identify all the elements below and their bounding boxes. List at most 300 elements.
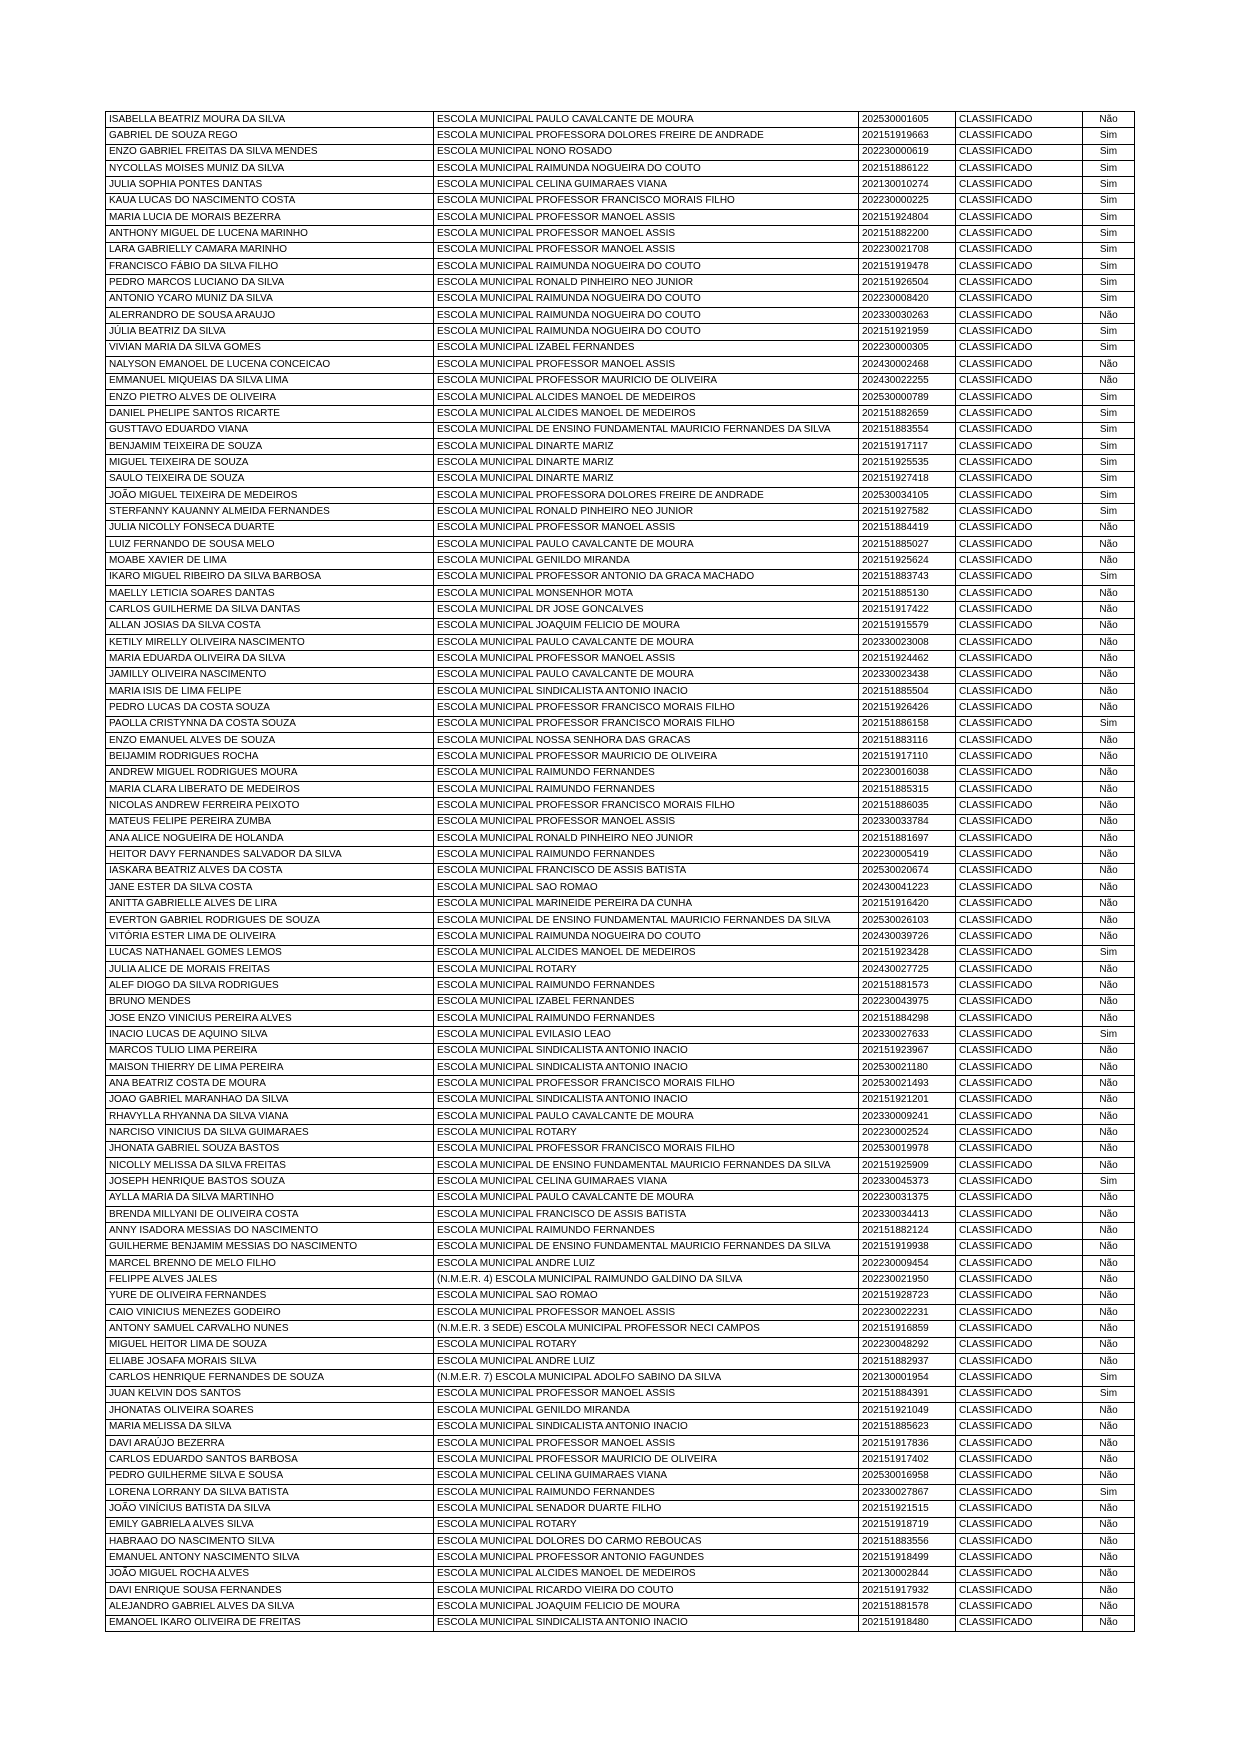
school-name-cell: ESCOLA MUNICIPAL IZABEL FERNANDES [434, 340, 859, 356]
student-name-cell: MATEUS FELIPE PEREIRA ZUMBA [106, 814, 434, 830]
sim-nao-cell: Não [1083, 1435, 1135, 1451]
enrollment-number-cell: 202230031375 [859, 1190, 956, 1206]
enrollment-number-cell: 202151917110 [859, 749, 956, 765]
student-name-cell: HABRAAO DO NASCIMENTO SILVA [106, 1533, 434, 1549]
enrollment-number-cell: 202151925909 [859, 1158, 956, 1174]
sim-nao-cell: Não [1083, 1092, 1135, 1108]
student-name-cell: ENZO PIETRO ALVES DE OLIVEIRA [106, 389, 434, 405]
status-cell: CLASSIFICADO [956, 602, 1083, 618]
enrollment-number-cell: 202151919478 [859, 259, 956, 275]
status-cell: CLASSIFICADO [956, 324, 1083, 340]
sim-nao-cell: Não [1083, 1223, 1135, 1239]
status-cell: CLASSIFICADO [956, 1272, 1083, 1288]
school-name-cell: ESCOLA MUNICIPAL FRANCISCO DE ASSIS BATISTA [434, 863, 859, 879]
student-name-cell: JULIA SOPHIA PONTES DANTAS [106, 177, 434, 193]
school-name-cell: ESCOLA MUNICIPAL MONSENHOR MOTA [434, 585, 859, 601]
enrollment-number-cell: 202151885130 [859, 585, 956, 601]
enrollment-number-cell: 202530021180 [859, 1059, 956, 1075]
school-name-cell: ESCOLA MUNICIPAL PROFESSOR FRANCISCO MORAIS FILHO [434, 798, 859, 814]
student-name-cell: BRUNO MENDES [106, 994, 434, 1010]
enrollment-number-cell: 202330009241 [859, 1108, 956, 1124]
enrollment-number-cell: 202230043975 [859, 994, 956, 1010]
school-name-cell: ESCOLA MUNICIPAL ROTARY [434, 961, 859, 977]
school-name-cell: ESCOLA MUNICIPAL PROFESSOR MANOEL ASSIS [434, 357, 859, 373]
school-name-cell: ESCOLA MUNICIPAL SINDICALISTA ANTONIO INACIO [434, 1419, 859, 1435]
status-cell: CLASSIFICADO [956, 308, 1083, 324]
table-row [106, 929, 1135, 945]
enrollment-number-cell: 202151917422 [859, 602, 956, 618]
status-cell: CLASSIFICADO [956, 1501, 1083, 1517]
sim-nao-cell: Sim [1083, 455, 1135, 471]
sim-nao-cell: Sim [1083, 128, 1135, 144]
school-name-cell: ESCOLA MUNICIPAL PROFESSOR MANOEL ASSIS [434, 520, 859, 536]
school-name-cell: ESCOLA MUNICIPAL ANDRE LUIZ [434, 1256, 859, 1272]
table-row [106, 978, 1135, 994]
enrollment-number-cell: 202130010274 [859, 177, 956, 193]
status-cell: CLASSIFICADO [956, 929, 1083, 945]
enrollment-number-cell: 202151883556 [859, 1533, 956, 1549]
status-cell: CLASSIFICADO [956, 504, 1083, 520]
sim-nao-cell: Sim [1083, 1484, 1135, 1500]
enrollment-number-cell: 202151886122 [859, 161, 956, 177]
table-row [106, 814, 1135, 830]
sim-nao-cell: Não [1083, 1468, 1135, 1484]
table-row [106, 177, 1135, 193]
status-cell: CLASSIFICADO [956, 994, 1083, 1010]
student-name-cell: MARIA LUCIA DE MORAIS BEZERRA [106, 210, 434, 226]
student-name-cell: ANITTA GABRIELLE ALVES DE LIRA [106, 896, 434, 912]
status-cell: CLASSIFICADO [956, 1174, 1083, 1190]
student-name-cell: ANTHONY MIGUEL DE LUCENA MARINHO [106, 226, 434, 242]
enrollment-number-cell: 202230016038 [859, 765, 956, 781]
status-cell: CLASSIFICADO [956, 1027, 1083, 1043]
status-cell: CLASSIFICADO [956, 1517, 1083, 1533]
sim-nao-cell: Não [1083, 357, 1135, 373]
status-cell: CLASSIFICADO [956, 553, 1083, 569]
enrollment-number-cell: 202430027725 [859, 961, 956, 977]
sim-nao-cell: Sim [1083, 161, 1135, 177]
enrollment-number-cell: 202151924804 [859, 210, 956, 226]
school-name-cell: ESCOLA MUNICIPAL SINDICALISTA ANTONIO INACIO [434, 684, 859, 700]
enrollment-number-cell: 202430022255 [859, 373, 956, 389]
sim-nao-cell: Não [1083, 1403, 1135, 1419]
status-cell: CLASSIFICADO [956, 1239, 1083, 1255]
enrollment-number-cell: 202230048292 [859, 1337, 956, 1353]
sim-nao-cell: Não [1083, 1419, 1135, 1435]
status-cell: CLASSIFICADO [956, 422, 1083, 438]
table-row [106, 389, 1135, 405]
enrollment-number-cell: 202530016958 [859, 1468, 956, 1484]
table-row [106, 569, 1135, 585]
status-cell: CLASSIFICADO [956, 716, 1083, 732]
sim-nao-cell: Não [1083, 1158, 1135, 1174]
table-row [106, 684, 1135, 700]
student-name-cell: HEITOR DAVY FERNANDES SALVADOR DA SILVA [106, 847, 434, 863]
sim-nao-cell: Não [1083, 1256, 1135, 1272]
sim-nao-cell: Não [1083, 847, 1135, 863]
sim-nao-cell: Sim [1083, 716, 1135, 732]
student-name-cell: ENZO GABRIEL FREITAS DA SILVA MENDES [106, 144, 434, 160]
enrollment-number-cell: 202330027867 [859, 1484, 956, 1500]
sim-nao-cell: Sim [1083, 1027, 1135, 1043]
student-name-cell: AYLLA MARIA DA SILVA MARTINHO [106, 1190, 434, 1206]
student-name-cell: ALERRANDRO DE SOUSA ARAUJO [106, 308, 434, 324]
enrollment-number-cell: 202230000305 [859, 340, 956, 356]
student-name-cell: LUIZ FERNANDO DE SOUSA MELO [106, 536, 434, 552]
status-cell: CLASSIFICADO [956, 177, 1083, 193]
status-cell: CLASSIFICADO [956, 635, 1083, 651]
school-name-cell: ESCOLA MUNICIPAL PROFESSOR FRANCISCO MORAIS FILHO [434, 716, 859, 732]
status-cell: CLASSIFICADO [956, 520, 1083, 536]
table-row [106, 1141, 1135, 1157]
school-name-cell: ESCOLA MUNICIPAL RAIMUNDA NOGUEIRA DO COUTO [434, 308, 859, 324]
status-cell: CLASSIFICADO [956, 1468, 1083, 1484]
enrollment-number-cell: 202151921049 [859, 1403, 956, 1419]
student-name-cell: VITÓRIA ESTER LIMA DE OLIVEIRA [106, 929, 434, 945]
status-cell: CLASSIFICADO [956, 226, 1083, 242]
table-row [106, 144, 1135, 160]
status-cell: CLASSIFICADO [956, 242, 1083, 258]
sim-nao-cell: Não [1083, 1517, 1135, 1533]
table-row [106, 226, 1135, 242]
student-name-cell: EMANUEL ANTONY NASCIMENTO SILVA [106, 1550, 434, 1566]
student-name-cell: DAVI ARAÚJO BEZERRA [106, 1435, 434, 1451]
enrollment-number-cell: 202530020674 [859, 863, 956, 879]
table-row [106, 1125, 1135, 1141]
table-row [106, 1174, 1135, 1190]
school-name-cell: ESCOLA MUNICIPAL MARINEIDE PEREIRA DA CUNHA [434, 896, 859, 912]
enrollment-number-cell: 202151884419 [859, 520, 956, 536]
table-row [106, 798, 1135, 814]
status-cell: CLASSIFICADO [956, 798, 1083, 814]
student-name-cell: FRANCISCO FÁBIO DA SILVA FILHO [106, 259, 434, 275]
school-name-cell: ESCOLA MUNICIPAL PROFESSOR FRANCISCO MORAIS FILHO [434, 1076, 859, 1092]
school-name-cell: ESCOLA MUNICIPAL DE ENSINO FUNDAMENTAL MAURICIO FERNANDES DA SILVA [434, 912, 859, 928]
enrollment-number-cell: 202230005419 [859, 847, 956, 863]
status-cell: CLASSIFICADO [956, 1288, 1083, 1304]
student-name-cell: IASKARA BEATRIZ ALVES DA COSTA [106, 863, 434, 879]
table-row [106, 1615, 1135, 1631]
student-name-cell: MARIA EDUARDA OLIVEIRA DA SILVA [106, 651, 434, 667]
status-cell: CLASSIFICADO [956, 684, 1083, 700]
school-name-cell: ESCOLA MUNICIPAL DE ENSINO FUNDAMENTAL MAURICIO FERNANDES DA SILVA [434, 422, 859, 438]
status-cell: CLASSIFICADO [956, 1403, 1083, 1419]
status-cell: CLASSIFICADO [956, 144, 1083, 160]
status-cell: CLASSIFICADO [956, 389, 1083, 405]
table-row [106, 667, 1135, 683]
status-cell: CLASSIFICADO [956, 651, 1083, 667]
school-name-cell: ESCOLA MUNICIPAL PROFESSOR MAURICIO DE OLIVEIRA [434, 373, 859, 389]
school-name-cell: ESCOLA MUNICIPAL JOAQUIM FELICIO DE MOURA [434, 1599, 859, 1615]
enrollment-number-cell: 202151923428 [859, 945, 956, 961]
sim-nao-cell: Não [1083, 831, 1135, 847]
enrollment-number-cell: 202530001605 [859, 112, 956, 128]
student-name-cell: JAMILLY OLIVEIRA NASCIMENTO [106, 667, 434, 683]
sim-nao-cell: Não [1083, 1207, 1135, 1223]
enrollment-number-cell: 202230008420 [859, 291, 956, 307]
status-cell: CLASSIFICADO [956, 487, 1083, 503]
enrollment-number-cell: 202230022231 [859, 1305, 956, 1321]
school-name-cell: ESCOLA MUNICIPAL PROFESSOR MANOEL ASSIS [434, 210, 859, 226]
sim-nao-cell: Não [1083, 1615, 1135, 1631]
sim-nao-cell: Não [1083, 1059, 1135, 1075]
status-cell: CLASSIFICADO [956, 831, 1083, 847]
table-row [106, 1010, 1135, 1026]
sim-nao-cell: Não [1083, 112, 1135, 128]
student-name-cell: STERFANNY KAUANNY ALMEIDA FERNANDES [106, 504, 434, 520]
school-name-cell: ESCOLA MUNICIPAL RAIMUNDO FERNANDES [434, 782, 859, 798]
enrollment-number-cell: 202151882937 [859, 1354, 956, 1370]
status-cell: CLASSIFICADO [956, 782, 1083, 798]
sim-nao-cell: Não [1083, 1125, 1135, 1141]
student-name-cell: ALEF DIOGO DA SILVA RODRIGUES [106, 978, 434, 994]
table-row [106, 1370, 1135, 1386]
sim-nao-cell: Sim [1083, 504, 1135, 520]
school-name-cell: (N.M.E.R. 3 SEDE) ESCOLA MUNICIPAL PROFESSOR NECI CAMPOS [434, 1321, 859, 1337]
student-name-cell: ANA ALICE NOGUEIRA DE HOLANDA [106, 831, 434, 847]
student-name-cell: FELIPPE ALVES JALES [106, 1272, 434, 1288]
status-cell: CLASSIFICADO [956, 1059, 1083, 1075]
sim-nao-cell: Não [1083, 1108, 1135, 1124]
table-row [106, 831, 1135, 847]
school-name-cell: ESCOLA MUNICIPAL ANDRE LUIZ [434, 1354, 859, 1370]
student-name-cell: JHONATAS OLIVEIRA SOARES [106, 1403, 434, 1419]
school-name-cell: ESCOLA MUNICIPAL RAIMUNDA NOGUEIRA DO COUTO [434, 161, 859, 177]
enrollment-number-cell: 202151918719 [859, 1517, 956, 1533]
sim-nao-cell: Não [1083, 1076, 1135, 1092]
school-name-cell: ESCOLA MUNICIPAL SENADOR DUARTE FILHO [434, 1501, 859, 1517]
sim-nao-cell: Não [1083, 651, 1135, 667]
status-cell: CLASSIFICADO [956, 1076, 1083, 1092]
enrollment-number-cell: 202151883116 [859, 733, 956, 749]
school-name-cell: ESCOLA MUNICIPAL PROFESSOR MANOEL ASSIS [434, 242, 859, 258]
student-name-cell: ANNY ISADORA MESSIAS DO NASCIMENTO [106, 1223, 434, 1239]
sim-nao-cell: Não [1083, 880, 1135, 896]
status-cell: CLASSIFICADO [956, 193, 1083, 209]
student-name-cell: MARCOS TULIO LIMA PEREIRA [106, 1043, 434, 1059]
table-row [106, 242, 1135, 258]
student-name-cell: NALYSON EMANOEL DE LUCENA CONCEICAO [106, 357, 434, 373]
table-row [106, 340, 1135, 356]
table-row [106, 1468, 1135, 1484]
sim-nao-cell: Sim [1083, 422, 1135, 438]
student-name-cell: DANIEL PHELIPE SANTOS RICARTE [106, 406, 434, 422]
status-cell: CLASSIFICADO [956, 733, 1083, 749]
enrollment-number-cell: 202330034413 [859, 1207, 956, 1223]
student-name-cell: EMILY GABRIELA ALVES SILVA [106, 1517, 434, 1533]
student-name-cell: CAIO VINICIUS MENEZES GODEIRO [106, 1305, 434, 1321]
student-name-cell: INACIO LUCAS DE AQUINO SILVA [106, 1027, 434, 1043]
enrollment-number-cell: 202530021493 [859, 1076, 956, 1092]
table-row [106, 1435, 1135, 1451]
student-name-cell: MARIA CLARA LIBERATO DE MEDEIROS [106, 782, 434, 798]
enrollment-number-cell: 202330023438 [859, 667, 956, 683]
student-name-cell: MARIA MELISSA DA SILVA [106, 1419, 434, 1435]
enrollment-number-cell: 202330045373 [859, 1174, 956, 1190]
table-row [106, 1321, 1135, 1337]
classification-results-table [105, 111, 1135, 1632]
school-name-cell: ESCOLA MUNICIPAL SINDICALISTA ANTONIO INACIO [434, 1059, 859, 1075]
student-name-cell: NYCOLLAS MOISES MUNIZ DA SILVA [106, 161, 434, 177]
school-name-cell: ESCOLA MUNICIPAL DINARTE MARIZ [434, 438, 859, 454]
school-name-cell: ESCOLA MUNICIPAL RONALD PINHEIRO NEO JUNIOR [434, 275, 859, 291]
sim-nao-cell: Não [1083, 1452, 1135, 1468]
status-cell: CLASSIFICADO [956, 455, 1083, 471]
status-cell: CLASSIFICADO [956, 1108, 1083, 1124]
enrollment-number-cell: 202530019978 [859, 1141, 956, 1157]
status-cell: CLASSIFICADO [956, 912, 1083, 928]
student-name-cell: EMANOEL IKARO OLIVEIRA DE FREITAS [106, 1615, 434, 1631]
table-row [106, 1354, 1135, 1370]
status-cell: CLASSIFICADO [956, 814, 1083, 830]
table-row [106, 1158, 1135, 1174]
table-row [106, 128, 1135, 144]
student-name-cell: NARCISO VINICIUS DA SILVA GUIMARAES [106, 1125, 434, 1141]
sim-nao-cell: Não [1083, 520, 1135, 536]
school-name-cell: ESCOLA MUNICIPAL PAULO CAVALCANTE DE MOURA [434, 1108, 859, 1124]
enrollment-number-cell: 202151885504 [859, 684, 956, 700]
student-name-cell: ISABELLA BEATRIZ MOURA DA SILVA [106, 112, 434, 128]
table-row [106, 1092, 1135, 1108]
enrollment-number-cell: 202230002524 [859, 1125, 956, 1141]
school-name-cell: ESCOLA MUNICIPAL PROFESSOR FRANCISCO MORAIS FILHO [434, 700, 859, 716]
student-name-cell: JUAN KELVIN DOS SANTOS [106, 1386, 434, 1402]
table-row [106, 1223, 1135, 1239]
student-name-cell: MIGUEL TEIXEIRA DE SOUZA [106, 455, 434, 471]
enrollment-number-cell: 202151886035 [859, 798, 956, 814]
status-cell: CLASSIFICADO [956, 161, 1083, 177]
enrollment-number-cell: 202151917836 [859, 1435, 956, 1451]
enrollment-number-cell: 202230021708 [859, 242, 956, 258]
table-row [106, 471, 1135, 487]
sim-nao-cell: Sim [1083, 291, 1135, 307]
student-name-cell: JULIA NICOLLY FONSECA DUARTE [106, 520, 434, 536]
student-name-cell: JULIA ALICE DE MORAIS FREITAS [106, 961, 434, 977]
table-row [106, 1566, 1135, 1582]
enrollment-number-cell: 202430041223 [859, 880, 956, 896]
school-name-cell: ESCOLA MUNICIPAL DINARTE MARIZ [434, 471, 859, 487]
table-row [106, 961, 1135, 977]
status-cell: CLASSIFICADO [956, 471, 1083, 487]
student-name-cell: JOÃO MIGUEL TEIXEIRA DE MEDEIROS [106, 487, 434, 503]
school-name-cell: ESCOLA MUNICIPAL SINDICALISTA ANTONIO INACIO [434, 1043, 859, 1059]
status-cell: CLASSIFICADO [956, 847, 1083, 863]
school-name-cell: ESCOLA MUNICIPAL GENILDO MIRANDA [434, 553, 859, 569]
enrollment-number-cell: 202151885623 [859, 1419, 956, 1435]
student-name-cell: BENJAMIM TEIXEIRA DE SOUZA [106, 438, 434, 454]
status-cell: CLASSIFICADO [956, 880, 1083, 896]
status-cell: CLASSIFICADO [956, 1092, 1083, 1108]
table-row [106, 863, 1135, 879]
sim-nao-cell: Não [1083, 912, 1135, 928]
status-cell: CLASSIFICADO [956, 700, 1083, 716]
student-name-cell: JÚLIA BEATRIZ DA SILVA [106, 324, 434, 340]
school-name-cell: ESCOLA MUNICIPAL PAULO CAVALCANTE DE MOURA [434, 112, 859, 128]
school-name-cell: ESCOLA MUNICIPAL ROTARY [434, 1125, 859, 1141]
table-row [106, 945, 1135, 961]
student-name-cell: MAISON THIERRY DE LIMA PEREIRA [106, 1059, 434, 1075]
enrollment-number-cell: 202430039726 [859, 929, 956, 945]
school-name-cell: ESCOLA MUNICIPAL RAIMUNDO FERNANDES [434, 1484, 859, 1500]
school-name-cell: ESCOLA MUNICIPAL ROTARY [434, 1337, 859, 1353]
enrollment-number-cell: 202151926426 [859, 700, 956, 716]
school-name-cell: ESCOLA MUNICIPAL ALCIDES MANOEL DE MEDEIROS [434, 406, 859, 422]
sim-nao-cell: Não [1083, 700, 1135, 716]
student-name-cell: MAELLY LETICIA SOARES DANTAS [106, 585, 434, 601]
table-row [106, 1386, 1135, 1402]
status-cell: CLASSIFICADO [956, 1566, 1083, 1582]
school-name-cell: ESCOLA MUNICIPAL CELINA GUIMARAES VIANA [434, 1468, 859, 1484]
school-name-cell: ESCOLA MUNICIPAL PROFESSOR MAURICIO DE OLIVEIRA [434, 1452, 859, 1468]
table-row [106, 422, 1135, 438]
student-name-cell: ANA BEATRIZ COSTA DE MOURA [106, 1076, 434, 1092]
school-name-cell: ESCOLA MUNICIPAL ROTARY [434, 1517, 859, 1533]
table-row [106, 700, 1135, 716]
sim-nao-cell: Sim [1083, 340, 1135, 356]
enrollment-number-cell: 202151881573 [859, 978, 956, 994]
sim-nao-cell: Não [1083, 618, 1135, 634]
sim-nao-cell: Não [1083, 1010, 1135, 1026]
sim-nao-cell: Não [1083, 1337, 1135, 1353]
enrollment-number-cell: 202151882200 [859, 226, 956, 242]
student-name-cell: KAUA LUCAS DO NASCIMENTO COSTA [106, 193, 434, 209]
student-name-cell: BEIJAMIM RODRIGUES ROCHA [106, 749, 434, 765]
school-name-cell: ESCOLA MUNICIPAL PROFESSOR MANOEL ASSIS [434, 814, 859, 830]
status-cell: CLASSIFICADO [956, 1484, 1083, 1500]
status-cell: CLASSIFICADO [956, 1321, 1083, 1337]
table-row [106, 1190, 1135, 1206]
table-row [106, 1517, 1135, 1533]
enrollment-number-cell: 202151924462 [859, 651, 956, 667]
table-row [106, 651, 1135, 667]
enrollment-number-cell: 202151884298 [859, 1010, 956, 1026]
school-name-cell: ESCOLA MUNICIPAL PAULO CAVALCANTE DE MOURA [434, 536, 859, 552]
sim-nao-cell: Não [1083, 1141, 1135, 1157]
enrollment-number-cell: 202151923967 [859, 1043, 956, 1059]
table-row [106, 618, 1135, 634]
table-row [106, 308, 1135, 324]
table-row [106, 716, 1135, 732]
status-cell: CLASSIFICADO [956, 1256, 1083, 1272]
enrollment-number-cell: 202151921959 [859, 324, 956, 340]
student-name-cell: PEDRO GUILHERME SILVA E SOUSA [106, 1468, 434, 1484]
table-row [106, 1207, 1135, 1223]
sim-nao-cell: Sim [1083, 487, 1135, 503]
school-name-cell: ESCOLA MUNICIPAL RONALD PINHEIRO NEO JUNIOR [434, 831, 859, 847]
table-row [106, 455, 1135, 471]
student-name-cell: MIGUEL HEITOR LIMA DE SOUZA [106, 1337, 434, 1353]
school-name-cell: ESCOLA MUNICIPAL SINDICALISTA ANTONIO INACIO [434, 1092, 859, 1108]
student-name-cell: MOABE XAVIER DE LIMA [106, 553, 434, 569]
sim-nao-cell: Não [1083, 749, 1135, 765]
table-row [106, 1419, 1135, 1435]
enrollment-number-cell: 202151918480 [859, 1615, 956, 1631]
status-cell: CLASSIFICADO [956, 1337, 1083, 1353]
status-cell: CLASSIFICADO [956, 1419, 1083, 1435]
status-cell: CLASSIFICADO [956, 1190, 1083, 1206]
student-name-cell: JOSE ENZO VINICIUS PEREIRA ALVES [106, 1010, 434, 1026]
sim-nao-cell: Sim [1083, 226, 1135, 242]
student-name-cell: GUILHERME BENJAMIM MESSIAS DO NASCIMENTO [106, 1239, 434, 1255]
table-row [106, 487, 1135, 503]
sim-nao-cell: Não [1083, 798, 1135, 814]
table-row [106, 602, 1135, 618]
sim-nao-cell: Não [1083, 1550, 1135, 1566]
table-row [106, 1059, 1135, 1075]
school-name-cell: ESCOLA MUNICIPAL CELINA GUIMARAES VIANA [434, 177, 859, 193]
table-row [106, 1272, 1135, 1288]
student-name-cell: JANE ESTER DA SILVA COSTA [106, 880, 434, 896]
